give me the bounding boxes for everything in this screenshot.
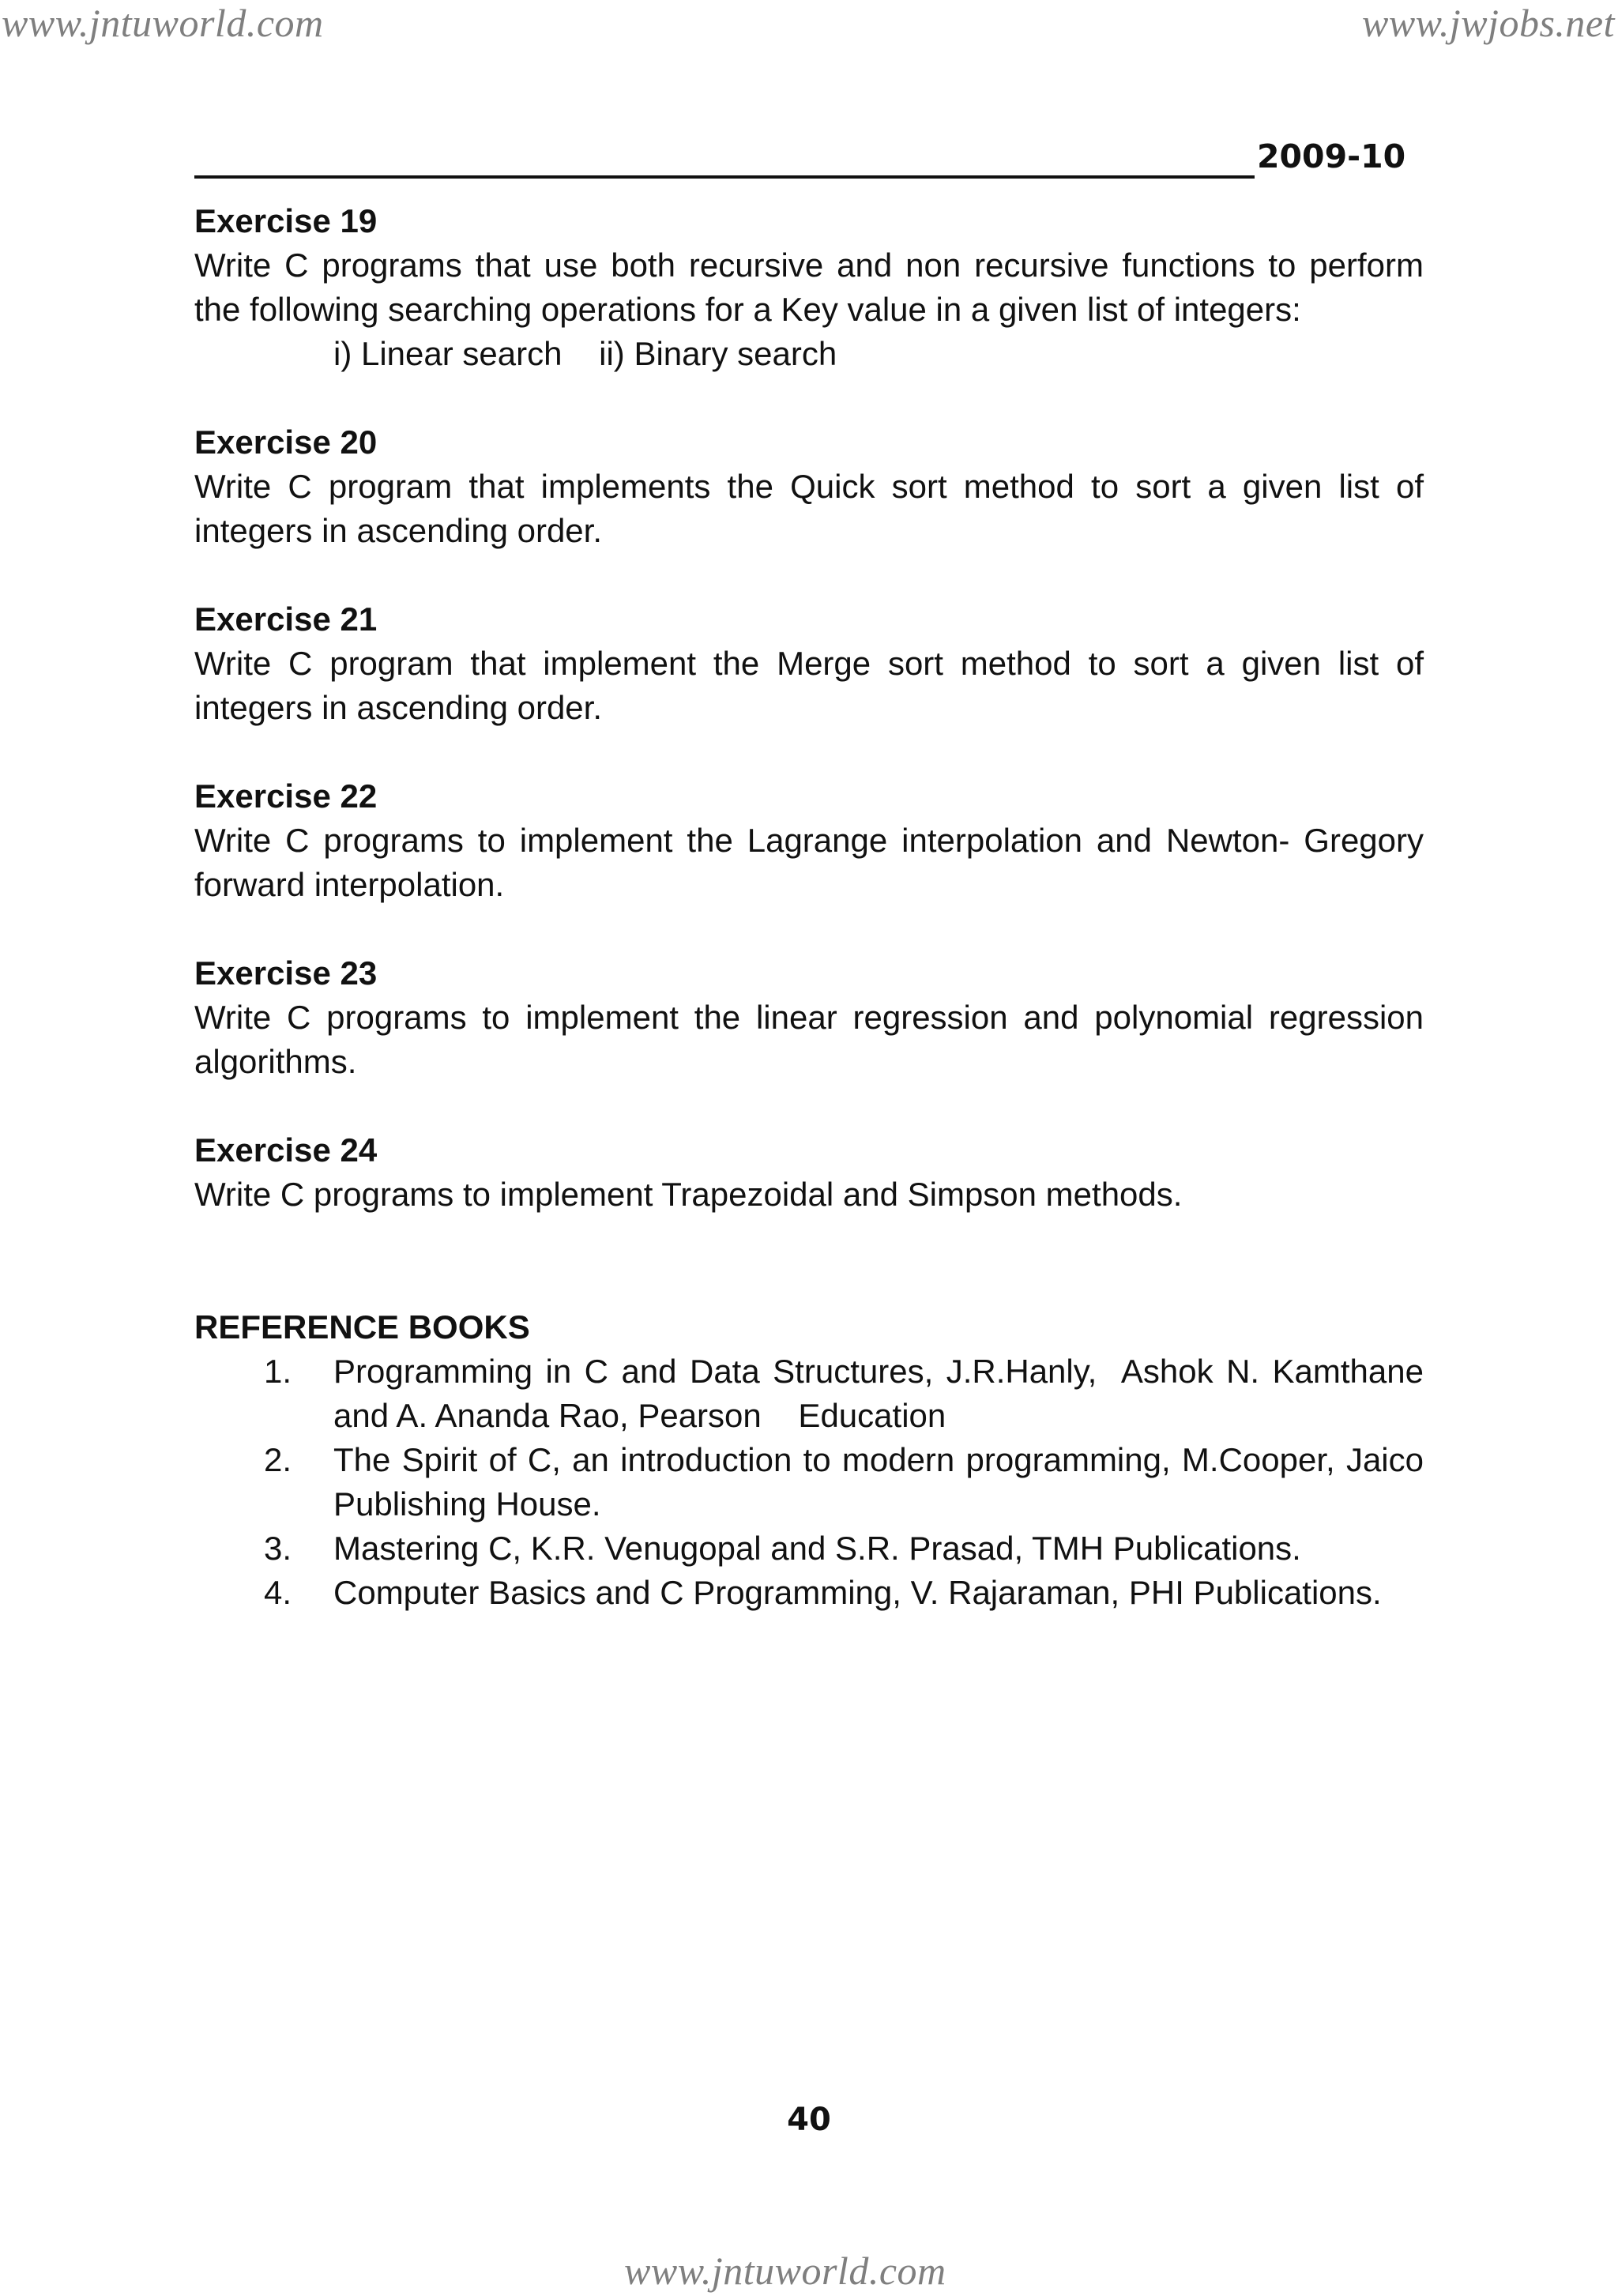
exercise-title: Exercise 22 <box>194 777 378 815</box>
reference-text: The Spirit of C, an introduction to modern programming, M.Cooper, Jaico Publishing House. <box>333 1441 1424 1523</box>
exercise-title: Exercise 19 <box>194 202 378 239</box>
reference-item <box>194 1438 1424 1526</box>
exercise-text: Write C programs to implement the Lagrange interpolation and Newton- Gregory forward interpolation. <box>194 822 1424 903</box>
header-rule <box>194 134 1427 185</box>
reference-item <box>194 1571 1424 1615</box>
reference-number: 1. <box>264 1353 292 1390</box>
exercise-text: Write C programs to implement Trapezoidal and Simpson methods. <box>194 1176 1183 1213</box>
exercise-text: Write C programs to implement the linear regression and polynomial regression algorithms. <box>194 999 1424 1080</box>
exercise-title: Exercise 24 <box>194 1131 378 1169</box>
exercise-20 <box>194 420 1424 553</box>
watermark-top-right: www.jwjobs.net <box>1361 1 1615 45</box>
exercise-22 <box>194 774 1424 907</box>
reference-heading: REFERENCE BOOKS <box>194 1308 530 1346</box>
reference-item <box>194 1526 1424 1571</box>
reference-text: Computer Basics and C Programming, V. Rajaraman, PHI Publications. <box>333 1574 1382 1611</box>
header-divider <box>194 175 1255 179</box>
exercise-21 <box>194 597 1424 730</box>
exercise-title: Exercise 21 <box>194 600 378 638</box>
header-year: 2009-10 <box>1257 137 1406 175</box>
exercise-24 <box>194 1128 1424 1217</box>
page-number: 40 <box>787 2102 831 2138</box>
reference-number: 4. <box>264 1574 292 1611</box>
exercise-23 <box>194 951 1424 1084</box>
exercise-title: Exercise 23 <box>194 954 378 992</box>
watermark-bottom: www.jntuworld.com <box>624 2249 946 2293</box>
exercise-text: Write C programs that use both recursive and non recursive functions to perform the following searching operations for a Key value in a given list of integers: <box>194 247 1424 328</box>
reference-item <box>194 1349 1433 1438</box>
reference-number: 3. <box>264 1530 292 1567</box>
exercise-19 <box>194 199 1424 376</box>
exercise-sub-items: i) Linear search ii) Binary search <box>333 335 837 372</box>
reference-books <box>194 1305 1433 1615</box>
reference-text: Programming in C and Data Structures, J.R.Hanly, Ashok N. Kamthane and A. Ananda Rao, Pearson Education <box>333 1353 1433 1434</box>
exercise-text: Write C program that implement the Merge sort method to sort a given list of integers in ascending order. <box>194 645 1424 726</box>
exercise-text: Write C program that implements the Quick sort method to sort a given list of integers in ascending order. <box>194 468 1424 549</box>
exercise-title: Exercise 20 <box>194 423 378 461</box>
page-content <box>194 199 1433 1615</box>
reference-number: 2. <box>264 1441 292 1478</box>
reference-text: Mastering C, K.R. Venugopal and S.R. Prasad, TMH Publications. <box>333 1530 1301 1567</box>
watermark-top-left: www.jntuworld.com <box>2 1 324 45</box>
reference-list <box>194 1349 1433 1615</box>
